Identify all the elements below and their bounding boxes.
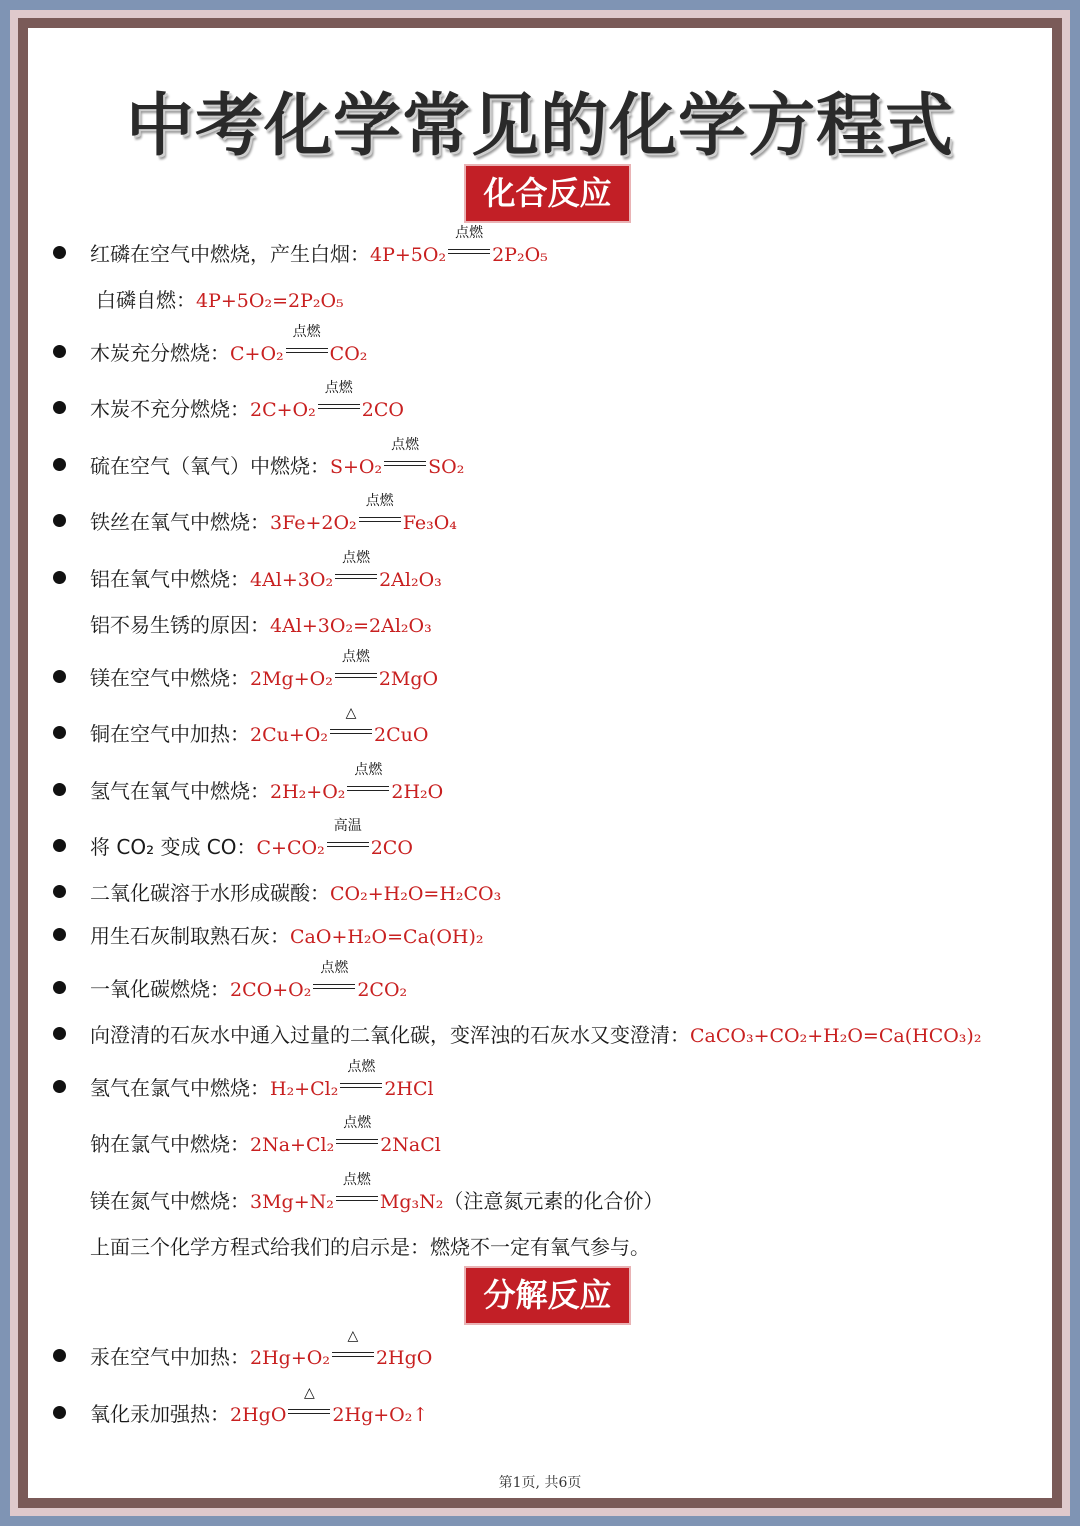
item-text: 木炭不充分燃烧： [90, 397, 250, 421]
list-item [0, 605, 1080, 645]
list-item [0, 550, 1080, 599]
list-item [0, 1227, 1080, 1267]
equation-rhs: 2Hg+O₂↑ [332, 1404, 429, 1426]
equation-lhs: 2C+O₂ [250, 399, 316, 421]
bullet-icon [53, 928, 66, 941]
list-item [0, 1059, 1080, 1108]
list-item [0, 916, 1080, 956]
equation-rhs: 2MgO [378, 668, 439, 690]
bullet-icon [53, 246, 66, 259]
reaction-condition: 高温 [327, 834, 369, 854]
bullet-icon [53, 1406, 66, 1419]
equation-lhs: 2HgO [230, 1404, 287, 1426]
equation-lhs: 2Mg+O₂ [250, 668, 333, 690]
bullet-icon [53, 1027, 66, 1040]
bullet-icon [53, 885, 66, 898]
item-text: 用生石灰制取熟石灰： [90, 924, 290, 948]
equation-lhs: 3Fe+2O₂ [270, 512, 357, 534]
reaction-condition: 点燃 [318, 396, 360, 416]
equation: CaCO₃+CO₂+H₂O=Ca(HCO₃)₂ [690, 1025, 982, 1047]
equation-lhs: 2CO+O₂ [230, 979, 312, 1001]
bullet-icon [53, 981, 66, 994]
equation-lhs: 2Cu+O₂ [250, 724, 328, 746]
section-header-decomposition: 分解反应 [466, 1268, 629, 1323]
item-text: 红磷在空气中燃烧，产生白烟： [90, 242, 370, 266]
equation-rhs: Fe₃O₄ [402, 512, 457, 534]
page-number: 第1页, 共6页 [498, 1475, 582, 1491]
equation-rhs: Mg₃N₂ [379, 1191, 444, 1213]
list-item [0, 225, 1080, 274]
item-text: 硫在空气（氧气）中燃烧： [90, 454, 330, 478]
bullet-icon [53, 458, 66, 471]
item-text: 将 CO₂ 变成 CO： [90, 835, 257, 859]
list-item [0, 380, 1080, 429]
equation-lhs: C+CO₂ [256, 837, 325, 859]
item-text: 镁在氮气中燃烧： [90, 1189, 250, 1213]
equation-rhs: 2Al₂O₃ [379, 569, 442, 591]
reaction-condition: 点燃 [359, 509, 401, 529]
bullet-icon [53, 401, 66, 414]
list-item [0, 873, 1080, 913]
equation: 4P+5O₂=2P₂O₅ [196, 290, 344, 312]
list-item [0, 762, 1080, 811]
reaction-condition: 点燃 [335, 566, 377, 586]
item-text: 上面三个化学方程式给我们的启示是：燃烧不一定有氧气参与。 [90, 1235, 650, 1259]
equation-lhs: H₂+Cl₂ [270, 1078, 339, 1100]
equation-rhs: 2HCl [384, 1078, 434, 1100]
equation-rhs: SO₂ [428, 456, 465, 478]
equation-rhs: 2NaCl [380, 1134, 441, 1156]
equation: CaO+H₂O=Ca(OH)₂ [290, 926, 484, 948]
item-note: （注意氮元素的化合价） [443, 1189, 664, 1213]
list-item [0, 1015, 1080, 1055]
item-text: 木炭充分燃烧： [90, 341, 230, 365]
item-text: 二氧化碳溶于水形成碳酸： [90, 881, 330, 905]
equation-lhs: 2Na+Cl₂ [250, 1134, 335, 1156]
equation-lhs: 2H₂+O₂ [270, 781, 346, 803]
item-text: 铝不易生锈的原因： [90, 613, 270, 637]
reaction-condition: 点燃 [336, 1188, 378, 1208]
item-text: 汞在空气中加热： [90, 1345, 250, 1369]
reaction-condition: 点燃 [347, 778, 389, 798]
equation-rhs: 2H₂O [391, 781, 444, 803]
bullet-icon [53, 1080, 66, 1093]
reaction-condition: △ [332, 1344, 374, 1364]
list-item [0, 649, 1080, 698]
reaction-condition: △ [288, 1401, 330, 1421]
equation-lhs: 4Al+3O₂ [250, 569, 334, 591]
reaction-condition: 点燃 [335, 665, 377, 685]
equation-lhs: 3Mg+N₂ [250, 1191, 334, 1213]
item-text: 铁丝在氧气中燃烧： [90, 510, 270, 534]
reaction-condition: 点燃 [286, 340, 328, 360]
bullet-icon [53, 726, 66, 739]
item-text: 氢气在氧气中燃烧： [90, 779, 270, 803]
list-item [0, 818, 1080, 867]
bullet-icon [53, 1349, 66, 1362]
equation: 4Al+3O₂=2Al₂O₃ [270, 615, 432, 637]
section-header-combination: 化合反应 [466, 166, 629, 221]
reaction-condition: 点燃 [384, 453, 426, 473]
list-item [0, 1115, 1080, 1164]
equation-rhs: 2CO₂ [357, 979, 408, 1001]
item-text: 铝在氧气中燃烧： [90, 567, 250, 591]
item-text: 钠在氯气中燃烧： [90, 1132, 250, 1156]
list-item [0, 280, 1080, 320]
equation-lhs: 4P+5O₂ [370, 244, 447, 266]
bullet-icon [53, 670, 66, 683]
list-item [0, 1328, 1080, 1377]
bullet-icon [53, 783, 66, 796]
reaction-condition: △ [330, 721, 372, 741]
item-text: 白磷自燃： [96, 288, 196, 312]
list-item [0, 324, 1080, 373]
equation-rhs: 2CO [361, 399, 404, 421]
reaction-condition: 点燃 [313, 976, 355, 996]
item-text: 镁在空气中燃烧： [90, 666, 250, 690]
list-item [0, 1172, 1080, 1221]
item-text: 向澄清的石灰水中通入过量的二氧化碳，变浑浊的石灰水又变澄清： [90, 1023, 690, 1047]
reaction-condition: 点燃 [336, 1131, 378, 1151]
list-item [0, 437, 1080, 486]
item-text: 氢气在氯气中燃烧： [90, 1076, 270, 1100]
item-text: 一氧化碳燃烧： [90, 977, 230, 1001]
reaction-condition: 点燃 [448, 241, 490, 261]
item-text: 铜在空气中加热： [90, 722, 250, 746]
bullet-icon [53, 571, 66, 584]
list-item [0, 705, 1080, 754]
equation-rhs: 2CuO [373, 724, 429, 746]
item-text: 氧化汞加强热： [90, 1402, 230, 1426]
equation-lhs: C+O₂ [230, 343, 284, 365]
bullet-icon [53, 514, 66, 527]
bullet-icon [53, 839, 66, 852]
equation-rhs: 2P₂O₅ [492, 244, 548, 266]
bullet-icon [53, 345, 66, 358]
equation: CO₂+H₂O=H₂CO₃ [330, 883, 502, 905]
list-item [0, 960, 1080, 1009]
list-item [0, 493, 1080, 542]
equation-rhs: 2HgO [375, 1347, 433, 1369]
equation-lhs: 2Hg+O₂ [250, 1347, 330, 1369]
list-item [0, 1385, 1080, 1434]
equation-lhs: S+O₂ [330, 456, 383, 478]
equation-rhs: CO₂ [329, 343, 368, 365]
reaction-condition: 点燃 [340, 1075, 382, 1095]
equation-rhs: 2CO [370, 837, 413, 859]
page-title: 中考化学常见的化学方程式 [125, 87, 954, 166]
